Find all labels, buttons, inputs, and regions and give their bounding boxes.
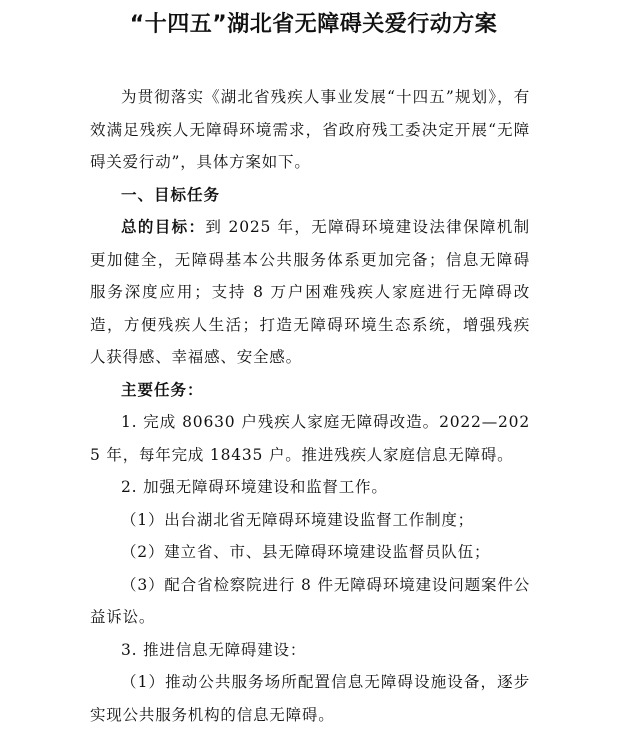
task-2-1: （1）出台湖北省无障碍环境建设监督工作制度；: [121, 510, 474, 529]
task-2-2: （2）建立省、市、县无障碍环境建设监督员队伍；: [121, 543, 491, 561]
task-1: 1. 完成 80630 户残疾人家庭无障碍改造。2022—2025 年，每年完成 18435 户。推进残疾人家庭信息无障碍。: [90, 413, 530, 464]
main-tasks-heading: 主要任务：: [121, 380, 204, 399]
section-heading-goals: 一、目标任务: [121, 185, 221, 204]
task-2-3: （3）配合省检察院进行 8 件无障碍环境建设问题案件公益诉讼。: [90, 575, 530, 626]
task-3-1: （1）推动公共服务场所配置信息无障碍设施设备，逐步实现公共服务机构的信息无障碍。: [90, 673, 530, 724]
document-body: [90, 81, 530, 731]
overall-goal-label: 总的目标：: [121, 218, 206, 236]
overall-goal-text: 到 2025 年，无障碍环境建设法律保障机制更加健全，无障碍基本公共服务体系更加完备；信息无障碍服务深度应用；支持 8 万户困难残疾人家庭进行无障碍改造，方便残疾人生活；打造无障碍环境生态系统，增强残疾人获得感、幸福感、安全感。: [90, 218, 530, 366]
task-2: 2. 加强无障碍环境建设和监督工作。: [121, 478, 388, 496]
task-3: 3. 推进信息无障碍建设：: [121, 640, 307, 659]
document-title: “十四五”湖北省无障碍关爱行动方案: [129, 12, 498, 37]
intro-paragraph: 为贯彻落实《湖北省残疾人事业发展“十四五”规划》，有效满足残疾人无障碍环境需求，省政府残工委决定开展“无障碍关爱行动”，具体方案如下。: [90, 88, 530, 171]
overall-goal-paragraph: [90, 211, 530, 374]
